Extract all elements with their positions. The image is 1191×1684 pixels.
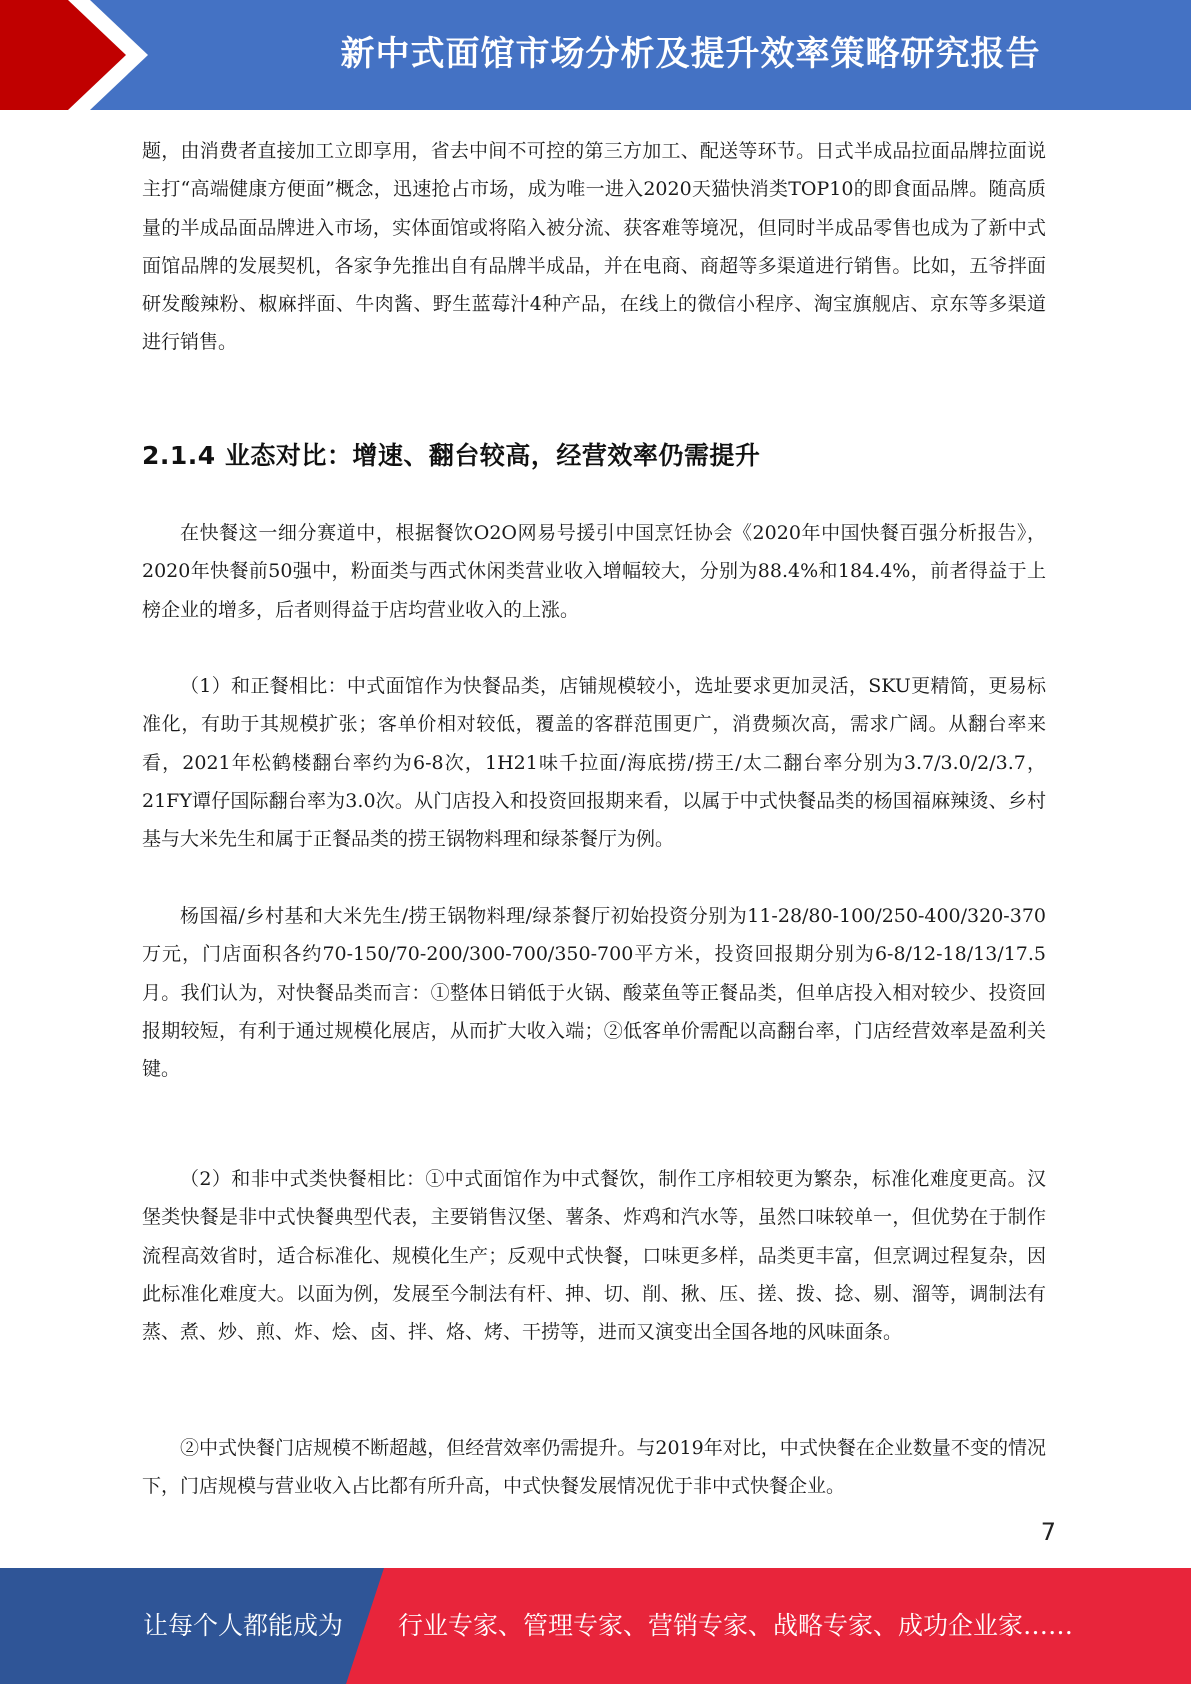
paragraph-formal-dining-block (142, 667, 1046, 858)
footer-slogan-left: 让每个人都能成为 (143, 1611, 344, 1640)
paragraph-compare-formal-dining: （1）和正餐相比：中式面馆作为快餐品类，店铺规模较小，选址要求更加灵活，SKU更精简，更易标准化，有助于其规模扩张；客单价相对较低，覆盖的客群范围更广，消费频次高，需求广阔。从翻台率来看，2021年松鹤楼翻台率约为6-8次，1H21味千拉面/海底捞/捞王/太二翻台率分别为3.7/3.0/2/3.7，21FY谭仔国际翻台率为3.0次。从门店投入和投资回报期来看，以属于中式快餐品类的杨国福麻辣烫、乡村基与大米先生和属于正餐品类的捞王锅物料理和绿茶餐厅为例。 (142, 675, 1046, 851)
paragraph-compare-nonchinese-fastfood: （2）和非中式类快餐相比：①中式面馆作为中式餐饮，制作工序相较更为繁杂，标准化难度更高。汉堡类快餐是非中式快餐典型代表，主要销售汉堡、薯条、炸鸡和汽水等，虽然口味较单一，但优势在于制作流程高效省时，适合标准化、规模化生产；反观中式快餐，口味更多样，品类更丰富，但烹调过程复杂，因此标准化难度大。以面为例，发展至今制法有杆、抻、切、削、揪、压、搓、拨、捻、剔、溜等，调制法有蒸、煮、炒、煎、炸、烩、卤、拌、烙、烤、干捞等，进而又演变出全国各地的风味面条。 (142, 1168, 1046, 1344)
footer-slogan-right: 行业专家、管理专家、营销专家、战略专家、成功企业家…… (398, 1611, 1074, 1640)
paragraph-investment-block (142, 897, 1046, 1088)
paragraph-nonchinese-block (142, 1160, 1046, 1351)
section-heading: 2.1.4 业态对比：增速、翻台较高，经营效率仍需提升 (142, 441, 761, 470)
chevron-arrow-icon (0, 0, 170, 110)
paragraph-investment-comparison: 杨国福/乡村基和大米先生/捞王锅物料理/绿茶餐厅初始投资分别为11-28/80-100/250-400/320-370万元，门店面积各约70-150/70-200/300-700/350-700平方米，投资回报期分别为6-8/12-18/13/17.5月。我们认为，对快餐品类而言：①整体日销低于火锅、酸菜鱼等正餐品类，但单店投入相对较少、投资回报期较短，有利于通过规模化展店，从而扩大收入端；②低客单价需配以高翻台率，门店经营效率是盈利关键。 (142, 905, 1046, 1081)
section-heading-block (142, 436, 1046, 472)
paragraph-continuation-block (142, 132, 1046, 362)
paragraph-fastfood-block (142, 514, 1046, 629)
paragraph-scale-block (142, 1429, 1046, 1506)
page-footer (0, 1568, 1191, 1684)
report-title: 新中式面馆市场分析及提升效率策略研究报告 (340, 34, 1041, 74)
paragraph-fastfood-ranking: 在快餐这一细分赛道中，根据餐饮O2O网易号援引中国烹饪协会《2020年中国快餐百强分析报告》，2020年快餐前50强中，粉面类与西式休闲类营业收入增幅较大，分别为88.4%和184.4%，前者得益于上榜企业的增多，后者则得益于店均营业收入的上涨。 (142, 522, 1046, 621)
paragraph-semi-finished-products: 题，由消费者直接加工立即享用，省去中间不可控的第三方加工、配送等环节。日式半成品拉面品牌拉面说主打“高端健康方便面”概念，迅速抢占市场，成为唯一进入2020天猫快消类TOP10的即食面品牌。随高质量的半成品面品牌进入市场，实体面馆或将陷入被分流、获客难等境况，但同时半成品零售也成为了新中式面馆品牌的发展契机，各家争先推出自有品牌半成品，并在电商、商超等多渠道进行销售。比如，五爷拌面研发酸辣粉、椒麻拌面、牛肉酱、野生蓝莓汁4种产品，在线上的微信小程序、淘宝旗舰店、京东等多渠道进行销售。 (142, 140, 1046, 354)
page-number: 7 (1040, 1518, 1056, 1546)
paragraph-store-scale: ②中式快餐门店规模不断超越，但经营效率仍需提升。与2019年对比，中式快餐在企业数量不变的情况下，门店规模与营业收入占比都有所升高，中式快餐发展情况优于非中式快餐企业。 (142, 1437, 1046, 1498)
page-header (0, 0, 1191, 110)
